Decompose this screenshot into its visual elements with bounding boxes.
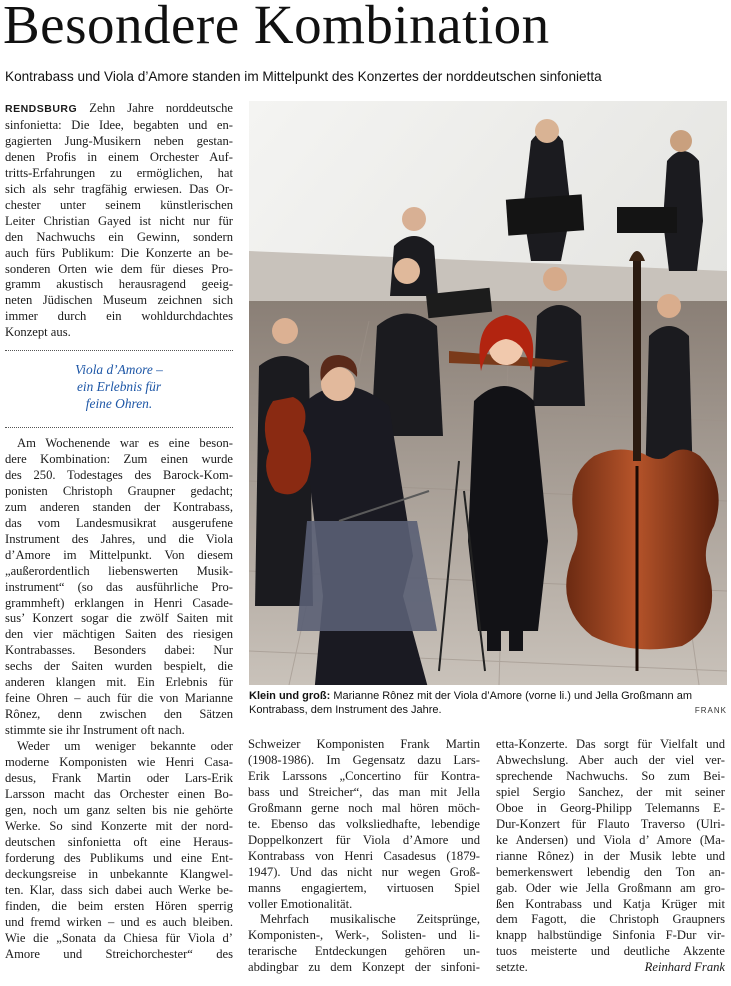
intro-line: neten Jüdischen Museum zeichnen sich: [5, 293, 233, 308]
body-line: terarische Entdeckungen gehören un-: [248, 944, 480, 959]
body-line: grammheft) erklangen in Henri Casade-: [5, 595, 233, 610]
body-line: das vom Landesmusikrat ausgerufene: [5, 515, 233, 530]
intro-line: auch fürs Publikum: Die Konzerte an be-: [5, 245, 233, 260]
caption-text: Marianne Rônez mit der Viola d’Amore (vorne li.) und Jella Großmann am Kontrabass, dem Instrument des Jahre.: [249, 690, 692, 716]
intro-line: tritts-Erfahrungen zu ermöglichen, hat: [5, 165, 233, 180]
headline: Besondere Kombination: [3, 0, 550, 55]
body-line: Kontrabass von Henri Casadesus (1879-: [248, 848, 480, 863]
body-line: Großmann gerne noch mal hören möch-: [248, 800, 480, 815]
body-line: den vier mächtigen Saiten des riesigen: [5, 627, 233, 642]
body-line: Kontrabasses. Besonders dabei: Nur: [5, 643, 233, 658]
body-line: des 250. Todestages des Barock-Kom-: [5, 467, 233, 482]
body-column-2: [248, 737, 480, 976]
body-line: sus’ Konzert sogar die zwölf Saiten mit: [5, 611, 233, 626]
body-line: deckungsreise in unbekannte Klangwel-: [5, 866, 233, 881]
body-line: sprechende Nachwuchs. So zum Bei-: [496, 768, 725, 783]
photo-credit: FRANK: [694, 706, 727, 715]
intro-line: Konzept aus.: [5, 325, 71, 340]
body-line: moderne Komponisten wie Henri Casa-: [5, 755, 233, 770]
body-line: dere Kombination: Zum einen wurde: [5, 451, 233, 466]
intro-line: Leiter Christian Gayed ist nicht nur für: [5, 213, 233, 228]
body-line: manns engagiertem, virtuosen Spiel: [248, 880, 480, 895]
body-line: knapp halbstündige Sinfonia F-Dur vir-: [496, 928, 725, 943]
body-line: tuos meisterte und deutliche Akzente: [496, 944, 725, 959]
body-line: finden, die beim ersten Hören sperrig: [5, 898, 233, 913]
body-line: stimmte sie ihr Instrument oft nach.: [5, 723, 185, 738]
dateline: RENDSBURG: [5, 103, 78, 115]
pullquote-text: Viola d’Amore – ein Erlebnis für feine Ohren.: [75, 362, 163, 411]
body-line: rianne Rônez) in der Musik lebte und: [496, 848, 725, 863]
concert-photo: [249, 101, 727, 685]
intro-column: [5, 101, 233, 341]
body-line: Dur-Konzert für Flauto Traverso (Ulri-: [496, 816, 725, 831]
pullquote: [5, 350, 233, 428]
intro-line: denen Profis in einem Orchester Auf-: [5, 149, 233, 164]
body-line: Schweizer Komponisten Frank Martin: [248, 737, 480, 751]
body-line: 1947). Und das nicht nur wegen Groß-: [248, 864, 480, 879]
body-line: te. Ebenso das volksliedhafte, lebendige: [248, 816, 480, 831]
body-line: Weder um weniger bekannte oder: [17, 739, 233, 754]
body-line: Instrument des Jahres, und die Viola: [5, 531, 233, 546]
body-line: ten. Klar, dass sich dabei auch Werke be-: [5, 882, 233, 897]
subheadline: Kontrabass und Viola d’Amore standen im Mittelpunkt des Konzertes der norddeutschen sinfonietta: [5, 69, 602, 84]
body-line: „außerordentlich liebenswerten Musik-: [5, 563, 233, 578]
body-line: Erik Larssons „Concertino für Kontra-: [248, 768, 480, 783]
body-line: Rônez, denn zwischen den Sätzen: [5, 707, 233, 722]
photo-caption: [249, 689, 727, 717]
body-line: Werke. So sind Konzerte mit der nord-: [5, 818, 233, 833]
body-line: d’Amore im Mittelpunkt. Von diesem: [5, 547, 233, 562]
body-line: bemerkenswert lebendig den Ton an-: [496, 864, 725, 879]
caption-lead: Klein und groß:: [249, 690, 331, 702]
body-line: dem Fagott, die Christoph Graupners: [496, 912, 725, 927]
intro-line: gagierten Jung-Musikern neben gestan-: [5, 133, 233, 148]
body-line: Mehrfach musikalische Zeitsprünge,: [260, 912, 480, 927]
body-line: Amore und Streichorchester“ des: [5, 946, 233, 961]
author-byline: Reinhard Frank: [644, 960, 725, 975]
body-line: etta-Konzerte. Das sorgt für Vielfalt und: [496, 737, 725, 751]
body-line: spiel Sergio Sanchez, der mit seiner: [496, 784, 725, 799]
intro-line: immer durch ein wohldurchdachtes: [5, 309, 233, 324]
body-line: sechs der Saiten wurden bespielt, die: [5, 659, 233, 674]
body-line: ßen Kontrabass und Katja Krüger mit: [496, 896, 725, 911]
body-line: Wie die „Sonata da Chiesa für Viola d’: [5, 930, 233, 945]
intro-line: gramm akustisch herausragend geeig-: [5, 277, 233, 292]
body-line: gen, noch um ganz selten bis nie gehörte: [5, 802, 233, 817]
body-line: Oboe in Georg-Philipp Telemanns E-: [496, 800, 725, 815]
last-line-text: setzte.: [496, 960, 528, 975]
body-column-3: [496, 737, 725, 976]
intro-line: chester unter seinem künstlerischen: [5, 197, 233, 212]
body-line: feine Ohren – auch für die von Marianne: [5, 691, 233, 706]
body-line: Larsson macht das Orchester einen Bo-: [5, 786, 233, 801]
body-line: gab. Oder wie Jella Großmann am gro-: [496, 880, 725, 895]
body-line: zum anderen standen der Kontrabass,: [5, 499, 233, 514]
body-line: forderung des Publikums und eine Ent-: [5, 850, 233, 865]
intro-line: den Nachwuchs ein Gewinn, sondern: [5, 229, 233, 244]
body-line: ke Andersen) und Viola d’ Amore (Ma-: [496, 832, 725, 847]
body-line: Komponisten-, Werk-, Solisten- und li-: [248, 928, 480, 943]
body-line: und fremd wirken – und es auch bleiben.: [5, 914, 233, 929]
body-line: abdingbar zu dem Konzept der sinfoni-: [248, 960, 480, 975]
body-line: (1908-1986). Im Gegensatz dazu Lars-: [248, 752, 480, 767]
body-line: bass und Streicher“, das man mit Jella: [248, 784, 480, 799]
body-line-last: [496, 960, 725, 976]
body-line: Doppelkonzert für Viola d’Amore und: [248, 832, 480, 847]
intro-line: sich als sehr tragfähig erwiesen. Das Or-: [5, 181, 233, 196]
body-line: instrument“ (so das ausführliche Pro-: [5, 579, 233, 594]
body-line: anderen klangen mit. Ein Erlebnis für: [5, 675, 233, 690]
body-column-1: [5, 436, 233, 962]
intro-line: sonderen Orten wie dem für dieses Pro-: [5, 261, 233, 276]
body-line: ponisten Christoph Graupner gedacht;: [5, 483, 233, 498]
body-line: voller Emotionalität.: [248, 896, 353, 911]
intro-line: Zehn Jahre norddeutsche: [89, 101, 233, 115]
body-line: Abwechslung. Aber auch der viel ver-: [496, 752, 725, 767]
body-line: desus, Frank Martin oder Lars-Erik: [5, 771, 233, 786]
body-line: Am Wochenende war es eine beson-: [17, 436, 233, 450]
body-line: deutschen sinfonietta oft eine Heraus-: [5, 834, 233, 849]
intro-line: sinfonietta: Die Idee, begabten und en-: [5, 117, 233, 132]
